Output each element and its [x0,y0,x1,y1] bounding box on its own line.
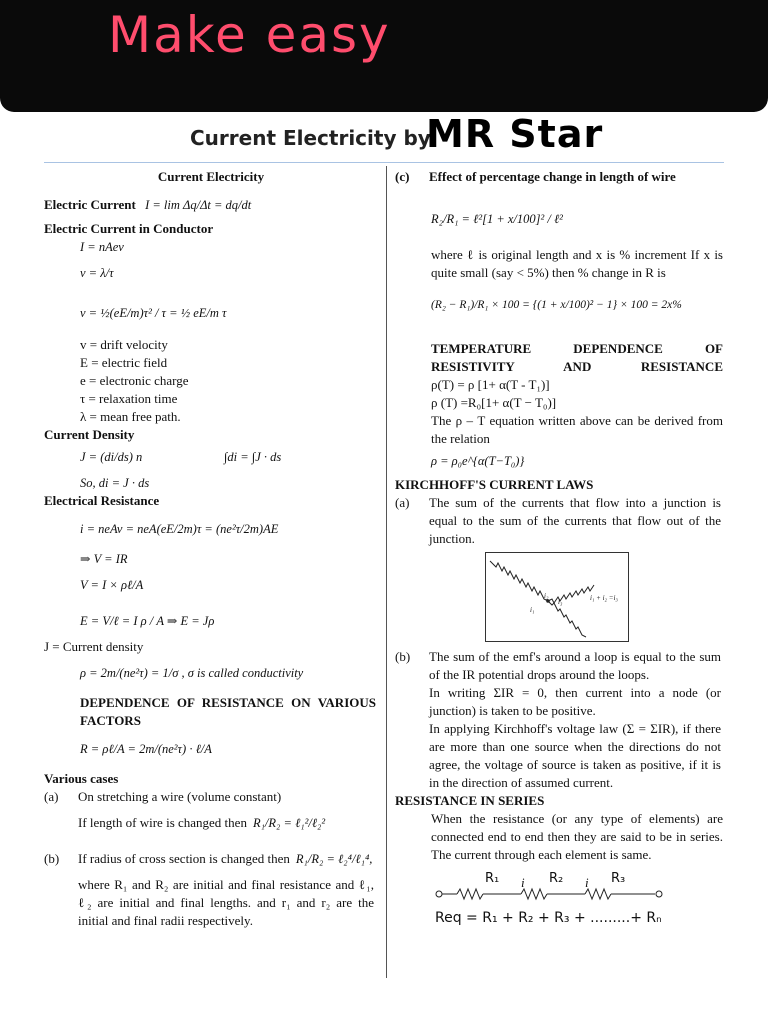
kcl-b-text2: In writing ΣIR = 0, then current into a node (or junction) is taken to be positive. [429,685,721,718]
equation-c2: (R₂ − R₁)/R₁ × 100 = {(1 + x/100)² − 1} × 100 = 2x% [431,299,682,311]
subheading-in-conductor: Electric Current in Conductor [44,221,214,236]
case-a-length [44,814,378,832]
top-banner [0,0,768,112]
equation-dependence: R = ρℓ/A = 2m/(ne²τ) · ℓ/A [80,742,212,756]
section-heading: Current Electricity [157,169,265,184]
equation-j: J = (di/ds) n [80,450,143,464]
page-title: Current Electricity by [190,126,431,150]
series-label-r3: R₃ [611,871,626,886]
label-i-sum: i₁ + i₂ =i₃ [590,594,618,602]
equation-vd1: v = λ/τ [80,266,114,280]
temperature-eq2: ρ (T) =R₀[1+ α(T − T₀)] [431,395,557,410]
kcl-a-text: The sum of the currents that flow into a junction is equal to the sum of the currents that flow out of the junction. [429,495,721,546]
series-text: When the resistance (or any type of elements) are connected end to end then they are said to be in series. The current through each element is same. [431,811,723,862]
case-a-text: On stretching a wire (volume constant) [78,789,282,804]
label-i3: i₃ [558,598,563,606]
kcl-b-text1: The sum of the emf's around a loop is equal to the sum of the IR potential drops around the loops. [429,649,721,682]
series-label-i2: i [585,875,589,890]
equation-r3: V = I × ρℓ/A [80,578,144,592]
kcl-b [395,648,725,792]
label-i2: i₂ [544,592,549,600]
current-density-def: J = Current density [44,639,144,654]
electric-current-equation: I = lim Δq/Δt = dq/dt [145,198,252,212]
kcl-b-text3: In applying Kirchhoff's voltage law (Σ = ΣIR), if there are more than one source when the directions do not agree, the voltage of source is taken as positive, if it is in the direction of assumed current. [429,721,721,790]
equation-c1: R₂/R₁ = ℓ²[1 + x/100]² / ℓ² [431,212,563,226]
kcl-a [395,494,725,548]
subheading-temperature: TEMPERATURE DEPENDENCE OF RESISTIVITY AND RESISTANCE [431,341,723,374]
right-column [395,168,725,936]
case-b-label: (b) [44,851,60,866]
series-circuit [435,870,685,936]
title-rule [44,162,724,163]
handwritten-signature: MR Star [426,112,604,156]
case-b-equation: R₁/R₂ = ℓ₂⁴/ℓ₁⁴, [295,852,373,866]
definition-item: λ = mean free path. [80,409,181,424]
subheading-resistance: Electrical Resistance [44,493,160,508]
case-b-explanation [44,876,378,930]
series-equation: Req = R₁ + R₂ + R₃ + .........+ Rₙ [435,910,662,926]
series-label-r1: R₁ [485,871,500,886]
electric-current-line [44,196,378,214]
definition-item: τ = relaxation time [80,391,178,406]
section-c-title: Effect of percentage change in length of wire [429,169,676,184]
case-a [44,788,378,806]
subheading-dependence: DEPENDENCE OF RESISTANCE ON VARIOUS FACTORS [80,695,376,728]
subheading-various-cases: Various cases [44,771,119,786]
temperature-relation: ρ = ρ₀e^{α(T−T₀)} [431,454,525,468]
case-b-text: If radius of cross section is changed then [78,851,290,866]
case-b [44,850,378,868]
junction-figure [485,552,629,642]
definition-item: e = electronic charge [80,373,189,388]
left-column [44,168,378,930]
subheading-kirchhoff: KIRCHHOFF'S CURRENT LAWS [395,477,594,492]
kcl-a-label: (a) [395,495,410,510]
equation-rho: ρ = 2m/(ne²τ) = 1/σ , σ is called conductivity [80,666,304,680]
equation-j-integral: ∫di = ∫J · ds [224,450,282,464]
temperature-text: The ρ – T equation written above can be derived from the relation [431,413,723,446]
equation-vd2: v = ½(eE/m)τ² / τ = ½ eE/m τ [80,306,227,320]
equation-j-so: So, di = J · ds [80,476,150,490]
case-a-equation: R₁/R₂ = ℓ₁²/ℓ₂² [252,816,326,830]
definition-item: E = electric field [80,355,168,370]
definition-item: v = drift velocity [80,337,168,352]
current-density-equations [80,448,378,466]
case-b-explanation-text: where R₁ and R₂ are initial and final resistance and ℓ₁, ℓ₂ are initial and final lengths. and r₁ and r₂ are the initial and final radii respectively. [78,877,374,928]
equation-r4: E = V/ℓ = I ρ / A ⇒ E = Jρ [80,614,215,628]
label-i1: i₁ [530,606,535,614]
banner-text: Make easy [108,6,391,64]
equation-r1: i = neAv = neA(eE/2m)τ = (ne²τ/2m)AE [80,522,279,536]
section-c-heading [395,168,725,186]
equation-r2: ⇒ V = IR [80,552,128,566]
electric-current-label: Electric Current [44,197,136,212]
temperature-eq1: ρ(T) = ρ [1+ α(T - T₁)] [431,377,550,392]
case-a-label: (a) [44,789,59,804]
series-label-i1: i [521,875,525,890]
series-label-r2: R₂ [549,871,564,886]
section-c-label: (c) [395,169,410,184]
case-a-length-text: If length of wire is changed then [78,815,247,830]
column-divider [386,166,387,978]
definitions-list [80,336,378,426]
kcl-b-label: (b) [395,649,411,664]
subheading-series: RESISTANCE IN SERIES [395,793,545,808]
equation-i: I = nAev [80,240,124,254]
subheading-current-density: Current Density [44,427,135,442]
section-c-text: where ℓ is original length and x is % increment If x is quite small (say < 5%) then % change in R is [431,247,723,280]
